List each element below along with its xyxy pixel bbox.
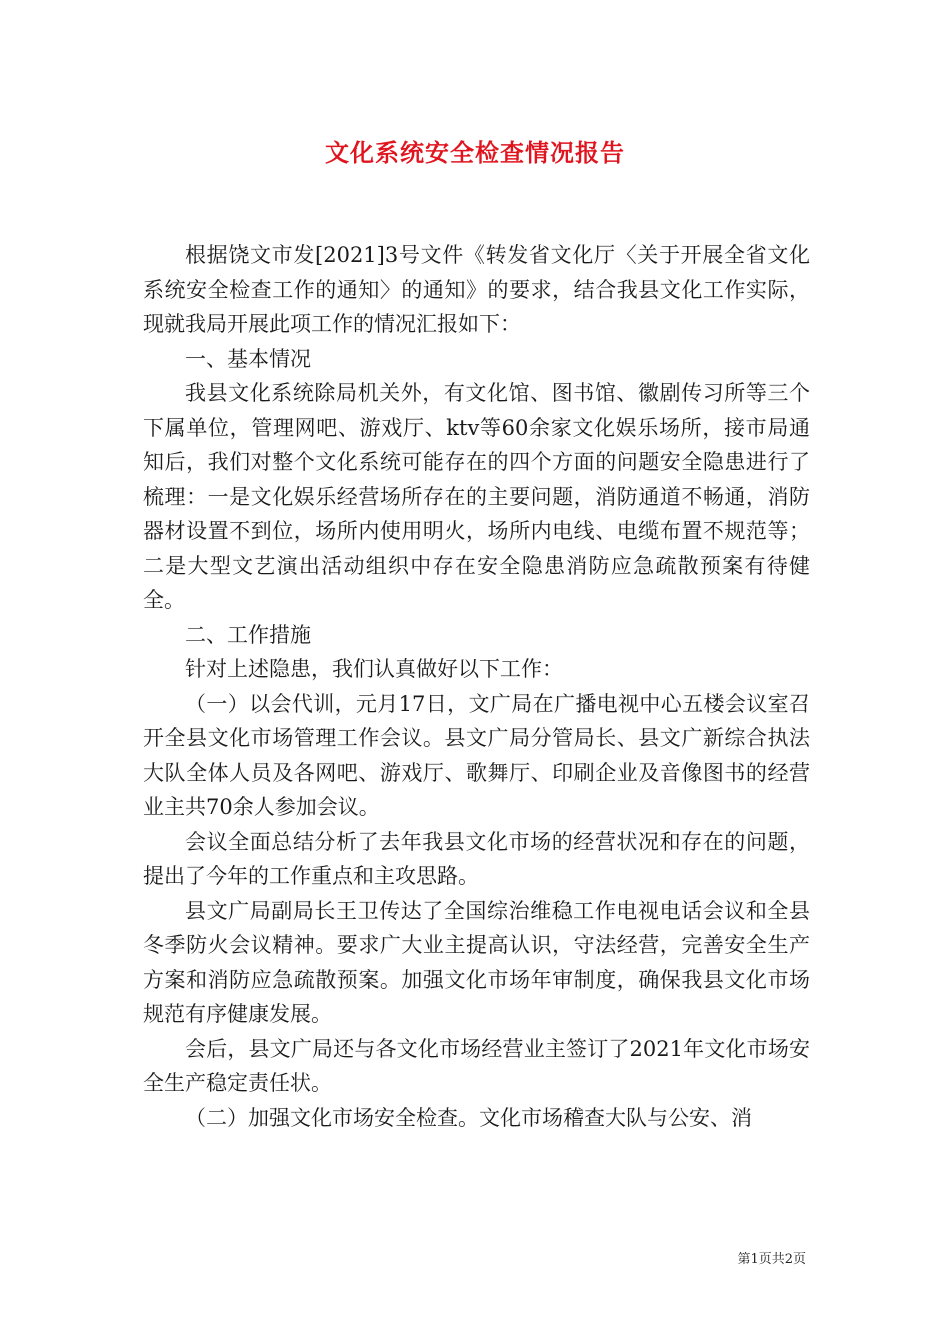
section-heading-basic: 一、基本情况 bbox=[185, 346, 311, 371]
paragraph-intro: 根据饶文市发[2021]3号文件《转发省文化厅〈关于开展全省文化系统安全检查工作的通知〉的通知》的要求，结合我县文化工作实际，现就我局开展此项工作的情况汇报如下： bbox=[143, 243, 810, 336]
document-title: 文化系统安全检查情况报告 bbox=[325, 138, 625, 167]
document-body bbox=[143, 238, 810, 1135]
paragraph-measures-intro: 针对上述隐患，我们认真做好以下工作： bbox=[185, 657, 563, 681]
paragraph-responsibility: 会后，县文广局还与各文化市场经营业主签订了2021年文化市场安全生产稳定责任状。 bbox=[143, 1036, 810, 1095]
paragraph-meeting-summary: 会议全面总结分析了去年我县文化市场的经营状况和存在的问题，提出了今年的工作重点和主攻思路。 bbox=[143, 829, 810, 888]
section-heading-measures: 二、工作措施 bbox=[185, 622, 311, 647]
paragraph-measure-1: （一）以会代训，元月17日，文广局在广播电视中心五楼会议室召开全县文化市场管理工作会议。县文广局分管局长、县文广新综合执法大队全体人员及各网吧、游戏厅、歌舞厅、印刷企业及音像图书的经营业主共70余人参加会议。 bbox=[143, 691, 810, 819]
page-number: 第1页共2页 bbox=[737, 1252, 806, 1267]
paragraph-basic-situation: 我县文化系统除局机关外，有文化馆、图书馆、徽剧传习所等三个下属单位，管理网吧、游戏厅、ktv等60余家文化娱乐场所，接市局通知后，我们对整个文化系统可能存在的四个方面的问题安全隐患进行了梳理：一是文化娱乐经营场所存在的主要问题，消防通道不畅通，消防器材设置不到位，场所内使用明火，场所内电线、电缆布置不规范等；二是大型文艺演出活动组织中存在安全隐患消防应急疏散预案有待健全。 bbox=[143, 381, 810, 612]
paragraph-deputy-speech: 县文广局副局长王卫传达了全国综治维稳工作电视电话会议和全县冬季防火会议精神。要求广大业主提高认识，守法经营，完善安全生产方案和消防应急疏散预案。加强文化市场年审制度，确保我县文化市场规范有序健康发展。 bbox=[143, 898, 810, 1026]
paragraph-measure-2: （二）加强文化市场安全检查。文化市场稽查大队与公安、消 bbox=[185, 1105, 752, 1130]
